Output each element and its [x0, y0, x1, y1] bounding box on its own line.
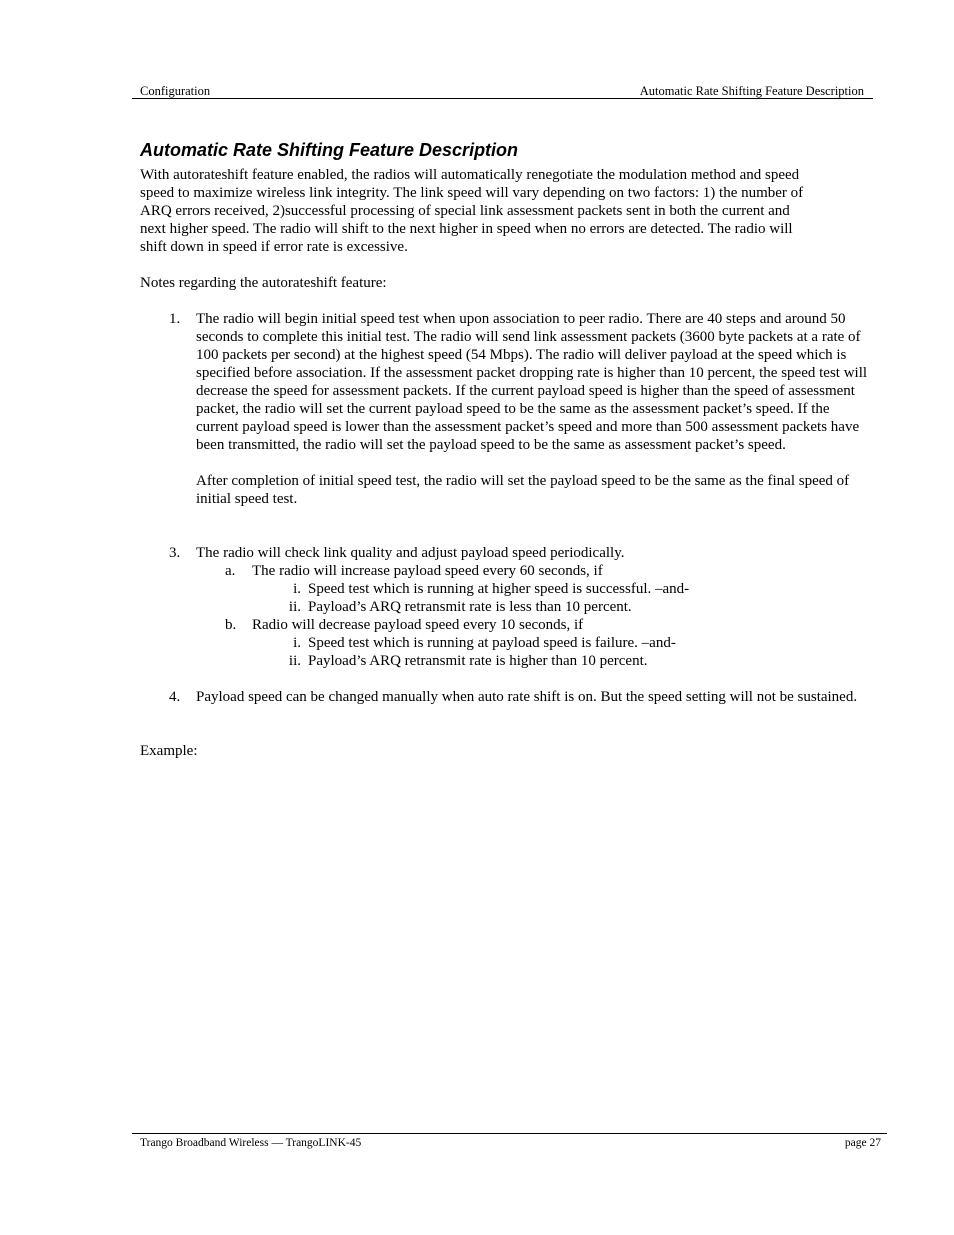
intro-line: next higher speed. The radio will shift to the next higher in speed when no errors are detected. The radio will [140, 221, 793, 237]
list-line: current payload speed is lower than the assessment packet’s speed and more than 500 assessment packets have [196, 419, 860, 435]
header-rule [132, 98, 873, 99]
list-followup-line: initial speed test. [196, 491, 298, 507]
subsublist-item-a-ii [140, 598, 900, 616]
subsublist-text: Speed test which is running at payload speed is failure. –and- [308, 635, 676, 651]
footer-product-name: Trango Broadband Wireless — TrangoLINK-45 [140, 1137, 362, 1149]
list-item-3 [140, 544, 900, 562]
document-body [140, 166, 900, 760]
list-number: 3. [169, 545, 181, 561]
subsublist-text: Payload’s ARQ retransmit rate is higher than 10 percent. [308, 653, 648, 669]
subsublist-numeral: ii. [288, 653, 301, 669]
intro-line: shift down in speed if error rate is excessive. [140, 239, 408, 255]
sublist-text: Radio will decrease payload speed every 10 seconds, if [252, 617, 584, 633]
sublist-item-b [140, 616, 900, 634]
subsublist-text: Speed test which is running at higher speed is successful. –and- [308, 581, 690, 597]
list-line: The radio will begin initial speed test when upon association to peer radio. There are 40 steps and around 50 [196, 311, 846, 327]
intro-line: ARQ errors received, 2)successful processing of special link assessment packets sent in both the current and [140, 203, 790, 219]
intro-paragraph [140, 166, 900, 256]
sublist-item-a [140, 562, 900, 580]
header-chapter-title: Automatic Rate Shifting Feature Description [639, 84, 864, 98]
list-line: 100 packets per second) at the highest speed (54 Mbps). The radio will deliver payload at the speed which is [196, 347, 847, 363]
list-item-4 [140, 688, 900, 706]
subsublist-item-b-ii [140, 652, 900, 670]
list-number: 1. [169, 311, 181, 327]
footer-rule [132, 1133, 887, 1134]
list-item-1 [140, 310, 900, 508]
sublist-letter: a. [225, 563, 236, 579]
sublist-text: The radio will increase payload speed every 60 seconds, if [252, 563, 603, 579]
list-text: Payload speed can be changed manually when auto rate shift is on. But the speed setting will not be sustained. [196, 689, 858, 705]
section-title: Automatic Rate Shifting Feature Description [140, 140, 519, 160]
list-line: decrease the speed for assessment packets. If the current payload speed is higher than the speed of assessment [196, 383, 855, 399]
subsublist-item-a-i [140, 580, 900, 598]
list-line: been transmitted, the radio will set the payload speed to be the same as assessment packet’s speed. [196, 437, 786, 453]
list-line: seconds to complete this initial test. The radio will send link assessment packets (3600 byte packets at a rate of [196, 329, 861, 345]
header-section-label: Configuration [140, 84, 211, 98]
subsublist-numeral: i. [293, 635, 301, 651]
intro-line: With autorateshift feature enabled, the radios will automatically renegotiate the modulation method and speed [140, 167, 800, 183]
intro-line: speed to maximize wireless link integrity. The link speed will vary depending on two factors: 1) the number of [140, 185, 804, 201]
subsublist-numeral: ii. [288, 599, 301, 615]
example-label: Example: [140, 743, 198, 759]
subsublist-numeral: i. [293, 581, 301, 597]
list-line: specified before association. If the assessment packet dropping rate is higher than 10 percent, the speed test will [196, 365, 868, 381]
list-text: The radio will check link quality and adjust payload speed periodically. [196, 545, 625, 561]
list-number: 4. [169, 689, 181, 705]
list-followup-line: After completion of initial speed test, the radio will set the payload speed to be the same as the final speed of [196, 473, 850, 489]
list-line: packet, the radio will set the current payload speed to be the same as the assessment packet’s speed. If the [196, 401, 830, 417]
footer-page-number: page 27 [844, 1137, 881, 1149]
subsublist-item-b-i [140, 634, 900, 652]
notes-heading: Notes regarding the autorateshift feature: [140, 275, 387, 291]
sublist-letter: b. [225, 617, 237, 633]
subsublist-text: Payload’s ARQ retransmit rate is less than 10 percent. [308, 599, 632, 615]
